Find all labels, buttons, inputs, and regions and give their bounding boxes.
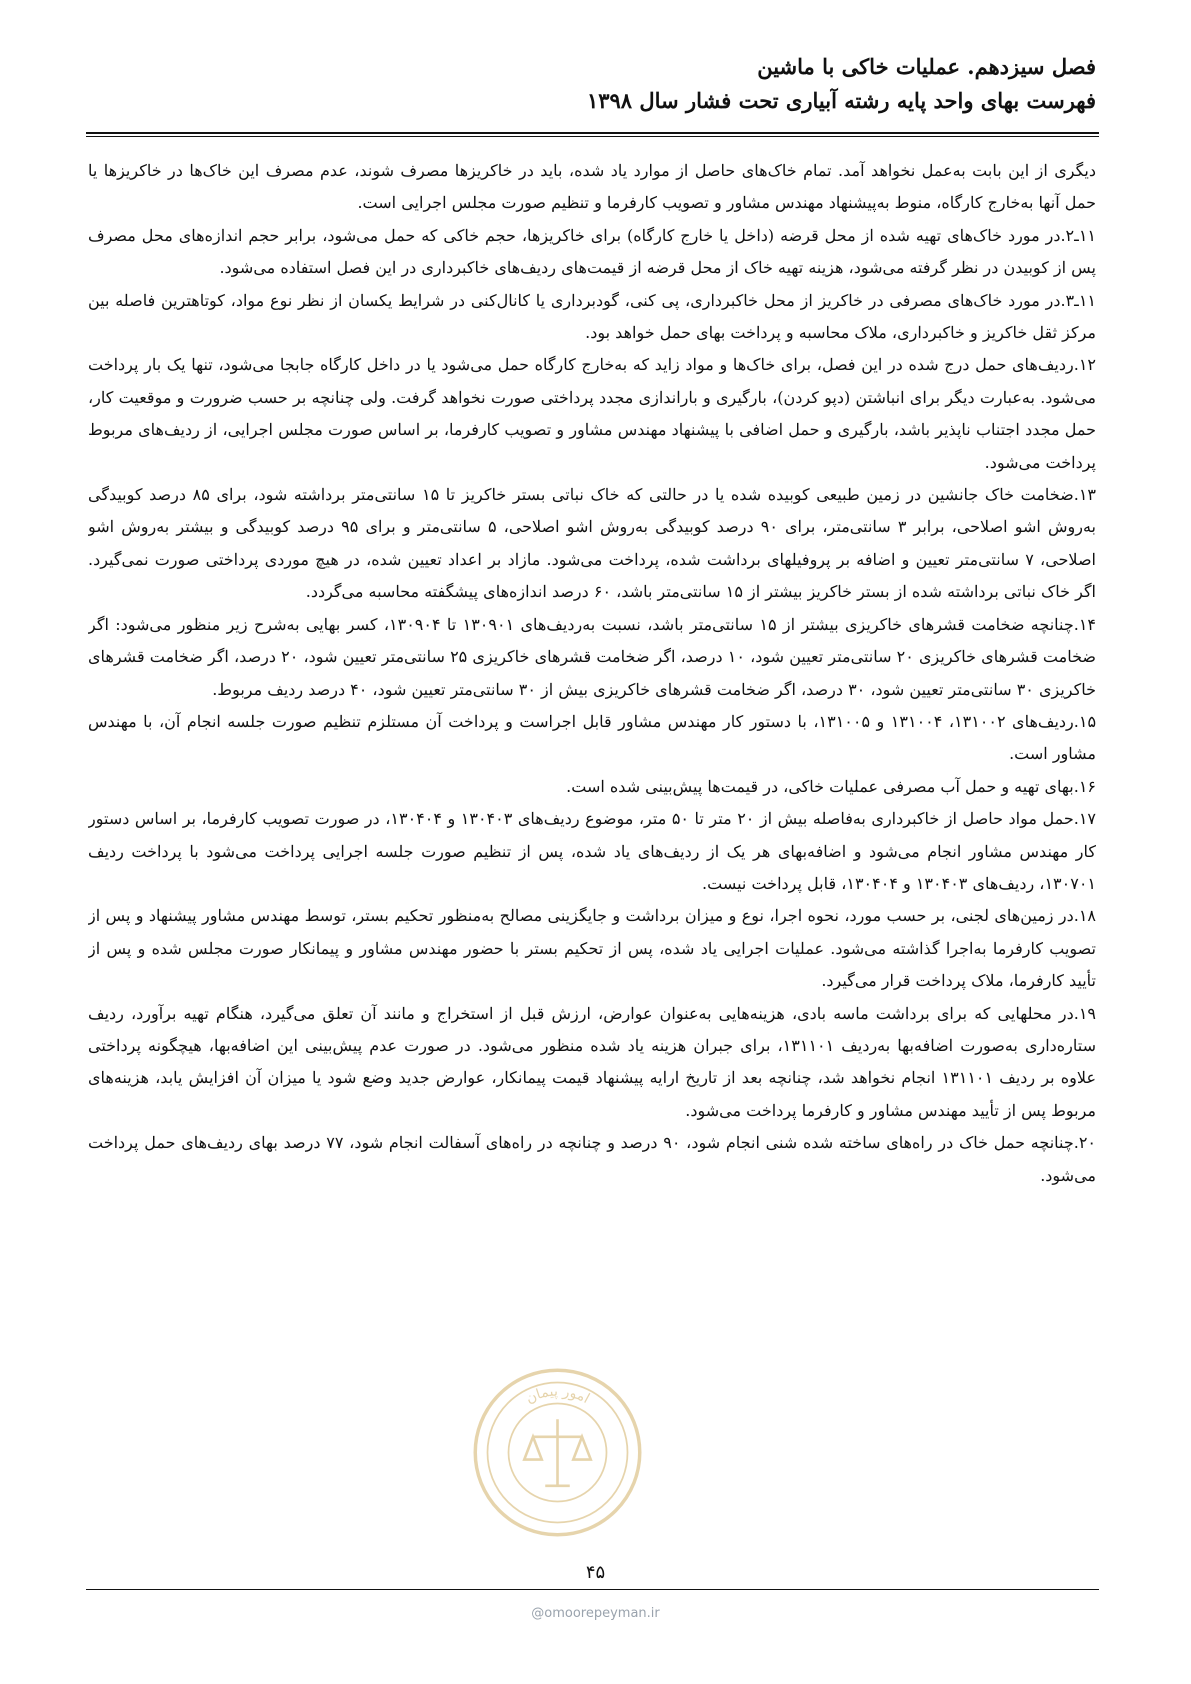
page-header: [110, 50, 1096, 118]
chapter-title: فصل سیزدهم. عملیات خاکی با ماشین: [757, 54, 1096, 79]
paragraph-11-3: ۱۱ـ۳.در مورد خاک‌های مصرفی در خاکریز از محل خاکبرداری، پی کنی، گودبرداری یا کانال‌کنی در شرایط یکسان از نظر نوع مواد، کوتاهترین فاصله بین مرکز ثقل خاکریز و خاکبرداری، ملاک محاسبه و پرداخت بهای حمل خواهد بود.: [88, 290, 1096, 343]
footer-divider: [86, 1589, 1099, 1590]
header-divider-thin: [86, 136, 1099, 137]
paragraph-12: ۱۲.ردیف‌های حمل درج شده در این فصل، برای خاک‌ها و مواد زاید که به‌خارج کارگاه حمل می‌شود یا در داخل کارگاه جابجا می‌شود، تنها یک بار پرداخت می‌شود. به‌عبارت دیگر برای انباشتن (دپو کردن)، بارگیری و باراندازی مجدد پرداختی صورت نخواهد گرفت. ولی چنانچه بر حسب ضرورت و موقعیت کار، حمل مجدد اجتناب ناپذیر باشد، بارگیری و حمل اضافی با پیشنهاد مهندس مشاور و تصویب کارفرما، بر اساس صورت مجلس اجرایی، از ردیف‌های مربوط پرداخت می‌شود.: [88, 355, 1096, 472]
paragraph-16: ۱۶.بهای تهیه و حمل آب مصرفی عملیات خاکی، در قیمت‌ها پیش‌بینی شده است.: [566, 776, 1096, 796]
paragraph-19: ۱۹.در محلهایی که برای برداشت ماسه بادی، هزینه‌هایی به‌عنوان عوارض، ارزش قبل از استخراج و مانند آن تعلق می‌گیرد، هنگام تهیه برآورد، ردیف ستاره‌داری به‌صورت اضافه‌بها به‌ردیف ۱۳۱۱۰۱، برای جبران هزینه یاد شده منظور می‌شود. در صورت عدم پیش‌بینی این اضافه‌بها، هیچگونه پرداختی علاوه بر ردیف ۱۳۱۱۰۱ انجام نخواهد شد، چنانچه بعد از تاریخ ارایه پیشنهاد قیمت پیمانکار، عوارض جدید وضع شود یا میزان آن افزایش یابد، هزینه‌های مربوط پس از تأیید مهندس مشاور و کارفرما پرداخت می‌شود.: [88, 1003, 1096, 1120]
paragraph-17: ۱۷.حمل مواد حاصل از خاکبرداری به‌فاصله بیش از ۲۰ متر تا ۵۰ متر، موضوع ردیف‌های ۱۳۰۴۰۳ و ۱۳۰۴۰۴، در صورت تصویب کارفرما، بر اساس دستور کار مهندس مشاور انجام می‌شود و اضافه‌بهای هر یک از ردیف‌های یاد شده، پس از تنظیم صورت جلسه اجرایی پرداخت می‌شود با پرداخت ردیف ۱۳۰۷۰۱، ردیف‌های ۱۳۰۴۰۳ و ۱۳۰۴۰۴، قابل پرداخت نیست.: [88, 809, 1096, 893]
header-divider: [86, 132, 1099, 134]
document-title: فهرست بهای واحد پایه رشته آبیاری تحت فشار سال ۱۳۹۸: [586, 88, 1096, 113]
paragraph-18: ۱۸.در زمین‌های لجنی، بر حسب مورد، نحوه اجرا، نوع و میزان برداشت و جایگزینی مصالح به‌منظور تحکیم بستر، توسط مهندس مشاور پیشنهاد و پس از تصویب کارفرما به‌اجرا گذاشته می‌شود. عملیات اجرایی یاد شده، پس از تحکیم بستر با حضور مهندس مشاور و پیمانکار صورت مجلس شده و پس از تأیید کارفرما، ملاک پرداخت قرار می‌گیرد.: [88, 906, 1096, 991]
watermark-url: @omoorepeyman.ir: [531, 1606, 660, 1621]
watermark-seal-text: امور پیمان: [523, 1383, 593, 1408]
paragraph-15: ۱۵.ردیف‌های ۱۳۱۰۰۲، ۱۳۱۰۰۴ و ۱۳۱۰۰۵، با دستور کار مهندس مشاور قابل اجراست و پرداخت آن مستلزم تنظیم صورت جلسه انجام آن، با مهندس مشاور است.: [88, 711, 1096, 764]
paragraph-11-2: ۱۱ـ۲.در مورد خاک‌های تهیه شده از محل قرضه (داخل یا خارج کارگاه) برای خاکریزها، حجم خاکی که حمل می‌شود، برابر حجم اندازه‌های محل مصرف پس از کوبیدن در نظر گرفته می‌شود، هزینه تهیه خاک از محل قرضه از قیمت‌های ردیف‌های خاکبرداری در این فصل استفاده می‌شود.: [88, 225, 1096, 278]
paragraph-20: ۲۰.چنانچه حمل خاک در راه‌های ساخته شده شنی انجام شود، ۹۰ درصد و چنانچه در راه‌های آسفالت انجام شود، ۷۷ درصد بهای ردیف‌های حمل پرداخت می‌شود.: [88, 1133, 1096, 1185]
paragraph-14: ۱۴.چنانچه ضخامت قشرهای خاکریزی بیشتر از ۱۵ سانتی‌متر باشد، نسبت به‌ردیف‌های ۱۳۰۹۰۱ تا ۱۳۰۹۰۴، کسر بهایی به‌شرح زیر منظور می‌شود: اگر ضخامت قشرهای خاکریزی ۲۰ سانتی‌متر تعیین شود، ۱۰ درصد، اگر ضخامت قشرهای خاکریزی ۲۵ سانتی‌متر تعیین شود، ۲۰ درصد، اگر ضخامت قشرهای خاکریزی ۳۰ سانتی‌متر تعیین شود، ۳۰ درصد، اگر ضخامت قشرهای خاکریزی بیش از ۳۰ سانتی‌متر تعیین شود، ۴۰ درصد ردیف مربوط.: [88, 614, 1096, 699]
paragraph-continuation: دیگری از این بابت به‌عمل نخواهد آمد. تمام خاک‌های حاصل از موارد یاد شده، باید در خاکریزها مصرف شوند، عدم مصرف این خاک‌ها در خاکریزها یا حمل آنها به‌خارج کارگاه، منوط به‌پیشنهاد مهندس مشاور و تصویب کارفرما و تنظیم صورت مجلس اجرایی است.: [88, 161, 1096, 213]
paragraph-13: ۱۳.ضخامت خاک جانشین در زمین طبیعی کوبیده شده یا در حالتی که خاک نباتی بستر خاکریز تا ۱۵ سانتی‌متر برداشته شود، برای ۸۵ درصد کوبیدگی به‌روش اشو اصلاحی، برابر ۳ سانتی‌متر، برای ۹۰ درصد کوبیدگی به‌روش اشو اصلاحی، ۵ سانتی‌متر و برای ۹۵ درصد کوبیدگی و بیشتر به‌روش اشو اصلاحی، ۷ سانتی‌متر تعیین و اضافه بر پروفیلهای برداشت شده، پرداخت می‌شود. مازاد بر اعداد تعیین شده، در هیچ موردی پرداختی صورت نمی‌گیرد. اگر خاک نباتی برداشته شده از بستر خاکریز بیشتر از ۱۵ سانتی‌متر باشد، ۶۰ درصد اندازه‌های پیشگفته محاسبه می‌گردد.: [88, 485, 1096, 602]
body-text: [88, 155, 1096, 1570]
page-number: ۴۵: [585, 1562, 606, 1583]
